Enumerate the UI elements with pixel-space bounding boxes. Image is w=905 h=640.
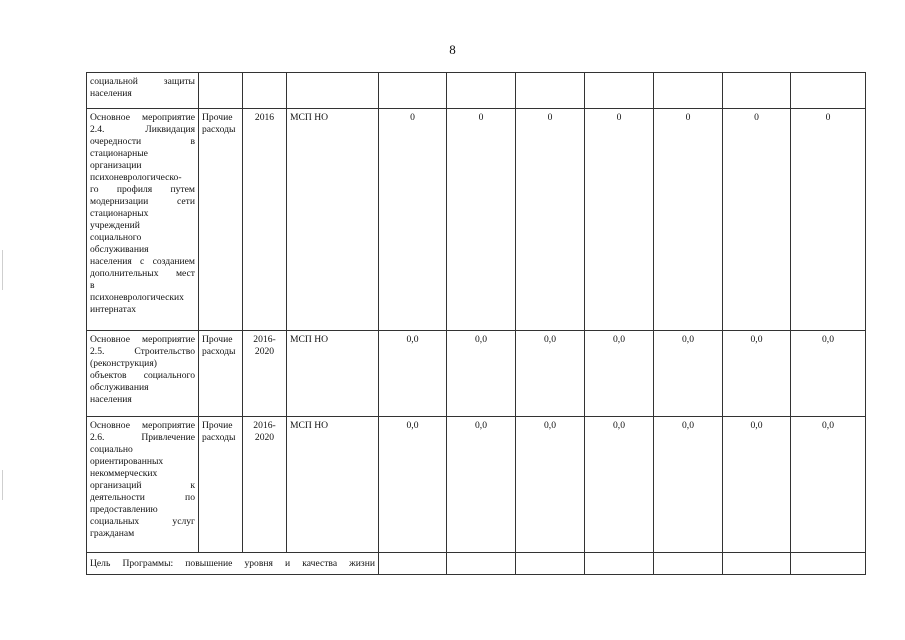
- activity-name-line: интернатах: [90, 304, 137, 315]
- page-number: 8: [449, 42, 456, 57]
- value-cell: [447, 73, 516, 109]
- value-cell: 0: [379, 109, 447, 331]
- table-row: [87, 331, 866, 417]
- activity-name-line: социального: [90, 232, 142, 243]
- program-goal-cell: Цель Программы: повышение уровня и качества жизни: [87, 553, 379, 575]
- activity-name-line: населения: [90, 88, 132, 99]
- activity-name-line: модернизации сети: [90, 196, 195, 207]
- activity-name-cell: [87, 331, 199, 417]
- value-cell: 0,0: [379, 417, 447, 553]
- activity-name-line: 2.4. Ликвидация: [90, 124, 195, 135]
- activity-name-line: предоставлению: [90, 504, 158, 515]
- funding-source-cell: Прочие расходы: [199, 331, 243, 417]
- activity-name-line: Основное мероприятие: [90, 420, 195, 431]
- value-cell: 0,0: [447, 417, 516, 553]
- value-cell: 0,0: [791, 331, 866, 417]
- value-cell: [654, 73, 723, 109]
- value-cell: 0,0: [379, 331, 447, 417]
- activity-name-cell: [87, 109, 199, 331]
- value-cell: [791, 73, 866, 109]
- empty-cell: [585, 553, 654, 575]
- activity-name-line: дополнительных мест: [90, 268, 195, 279]
- activity-name-line: 2.5. Строительство: [90, 346, 195, 357]
- scan-artifact: [2, 250, 3, 290]
- value-cell: 0,0: [723, 331, 791, 417]
- table-row: [87, 109, 866, 331]
- table-row: [87, 553, 866, 575]
- activity-name-line: го профиля путем: [90, 184, 195, 195]
- value-cell: 0,0: [654, 331, 723, 417]
- activity-name-line: населения: [90, 394, 132, 405]
- value-cell: 0,0: [723, 417, 791, 553]
- executor-cell: МСП НО: [287, 417, 379, 553]
- table-body: [87, 73, 866, 575]
- activity-name-line: социальных услуг: [90, 516, 195, 527]
- activity-name-line: в: [90, 280, 95, 291]
- activity-name-line: психоневрологическо-: [90, 172, 182, 183]
- activity-name-line: населения с созданием: [90, 256, 195, 267]
- value-cell: [379, 73, 447, 109]
- empty-cell: [516, 553, 585, 575]
- activity-name-line: организаций к: [90, 480, 195, 491]
- activity-name-line: Основное мероприятие: [90, 112, 195, 123]
- activity-name-line: (реконструкция): [90, 358, 157, 369]
- years-cell: 2016-2020: [243, 417, 287, 553]
- activity-name-line: Основное мероприятие: [90, 334, 195, 345]
- activity-name-line: стационарных: [90, 208, 149, 219]
- value-cell: [723, 73, 791, 109]
- activity-name-line: ориентированных: [90, 456, 164, 467]
- activity-name-line: обслуживания: [90, 244, 149, 255]
- empty-cell: [379, 553, 447, 575]
- activity-name-line: учреждений: [90, 220, 140, 231]
- value-cell: 0: [585, 109, 654, 331]
- scan-artifact: [2, 470, 3, 500]
- value-cell: 0,0: [791, 417, 866, 553]
- value-cell: 0,0: [447, 331, 516, 417]
- activity-name-line: социальной защиты: [90, 76, 195, 87]
- value-cell: 0,0: [654, 417, 723, 553]
- value-cell: 0: [723, 109, 791, 331]
- years-cell: 2016-2020: [243, 331, 287, 417]
- value-cell: 0,0: [585, 417, 654, 553]
- funding-source-cell: [199, 73, 243, 109]
- empty-cell: [654, 553, 723, 575]
- activity-name-line: стационарные: [90, 148, 148, 159]
- executor-cell: [287, 73, 379, 109]
- funding-source-cell: Прочие расходы: [199, 417, 243, 553]
- empty-cell: [447, 553, 516, 575]
- funding-source-cell: Прочие расходы: [199, 109, 243, 331]
- program-table: [86, 72, 866, 575]
- value-cell: 0,0: [516, 417, 585, 553]
- activity-name-line: очередности в: [90, 136, 195, 147]
- activity-name-line: психоневрологических: [90, 292, 184, 303]
- activity-name-cell: [87, 73, 199, 109]
- value-cell: [585, 73, 654, 109]
- activity-name-line: 2.6. Привлечение: [90, 432, 195, 443]
- executor-cell: МСП НО: [287, 109, 379, 331]
- table-row: [87, 73, 866, 109]
- table-row: [87, 417, 866, 553]
- activity-name-line: обслуживания: [90, 382, 149, 393]
- activity-name-line: деятельности по: [90, 492, 195, 503]
- value-cell: 0: [516, 109, 585, 331]
- activity-name-line: объектов социального: [90, 370, 195, 381]
- activity-name-line: социально: [90, 444, 133, 455]
- executor-cell: МСП НО: [287, 331, 379, 417]
- years-cell: [243, 73, 287, 109]
- value-cell: 0: [447, 109, 516, 331]
- value-cell: 0: [654, 109, 723, 331]
- value-cell: 0,0: [585, 331, 654, 417]
- activity-name-line: организации: [90, 160, 142, 171]
- value-cell: [516, 73, 585, 109]
- years-cell: 2016: [243, 109, 287, 331]
- activity-name-line: гражданам: [90, 528, 135, 539]
- empty-cell: [723, 553, 791, 575]
- value-cell: 0,0: [516, 331, 585, 417]
- activity-name-line: некоммерческих: [90, 468, 158, 479]
- activity-name-cell: [87, 417, 199, 553]
- empty-cell: [791, 553, 866, 575]
- value-cell: 0: [791, 109, 866, 331]
